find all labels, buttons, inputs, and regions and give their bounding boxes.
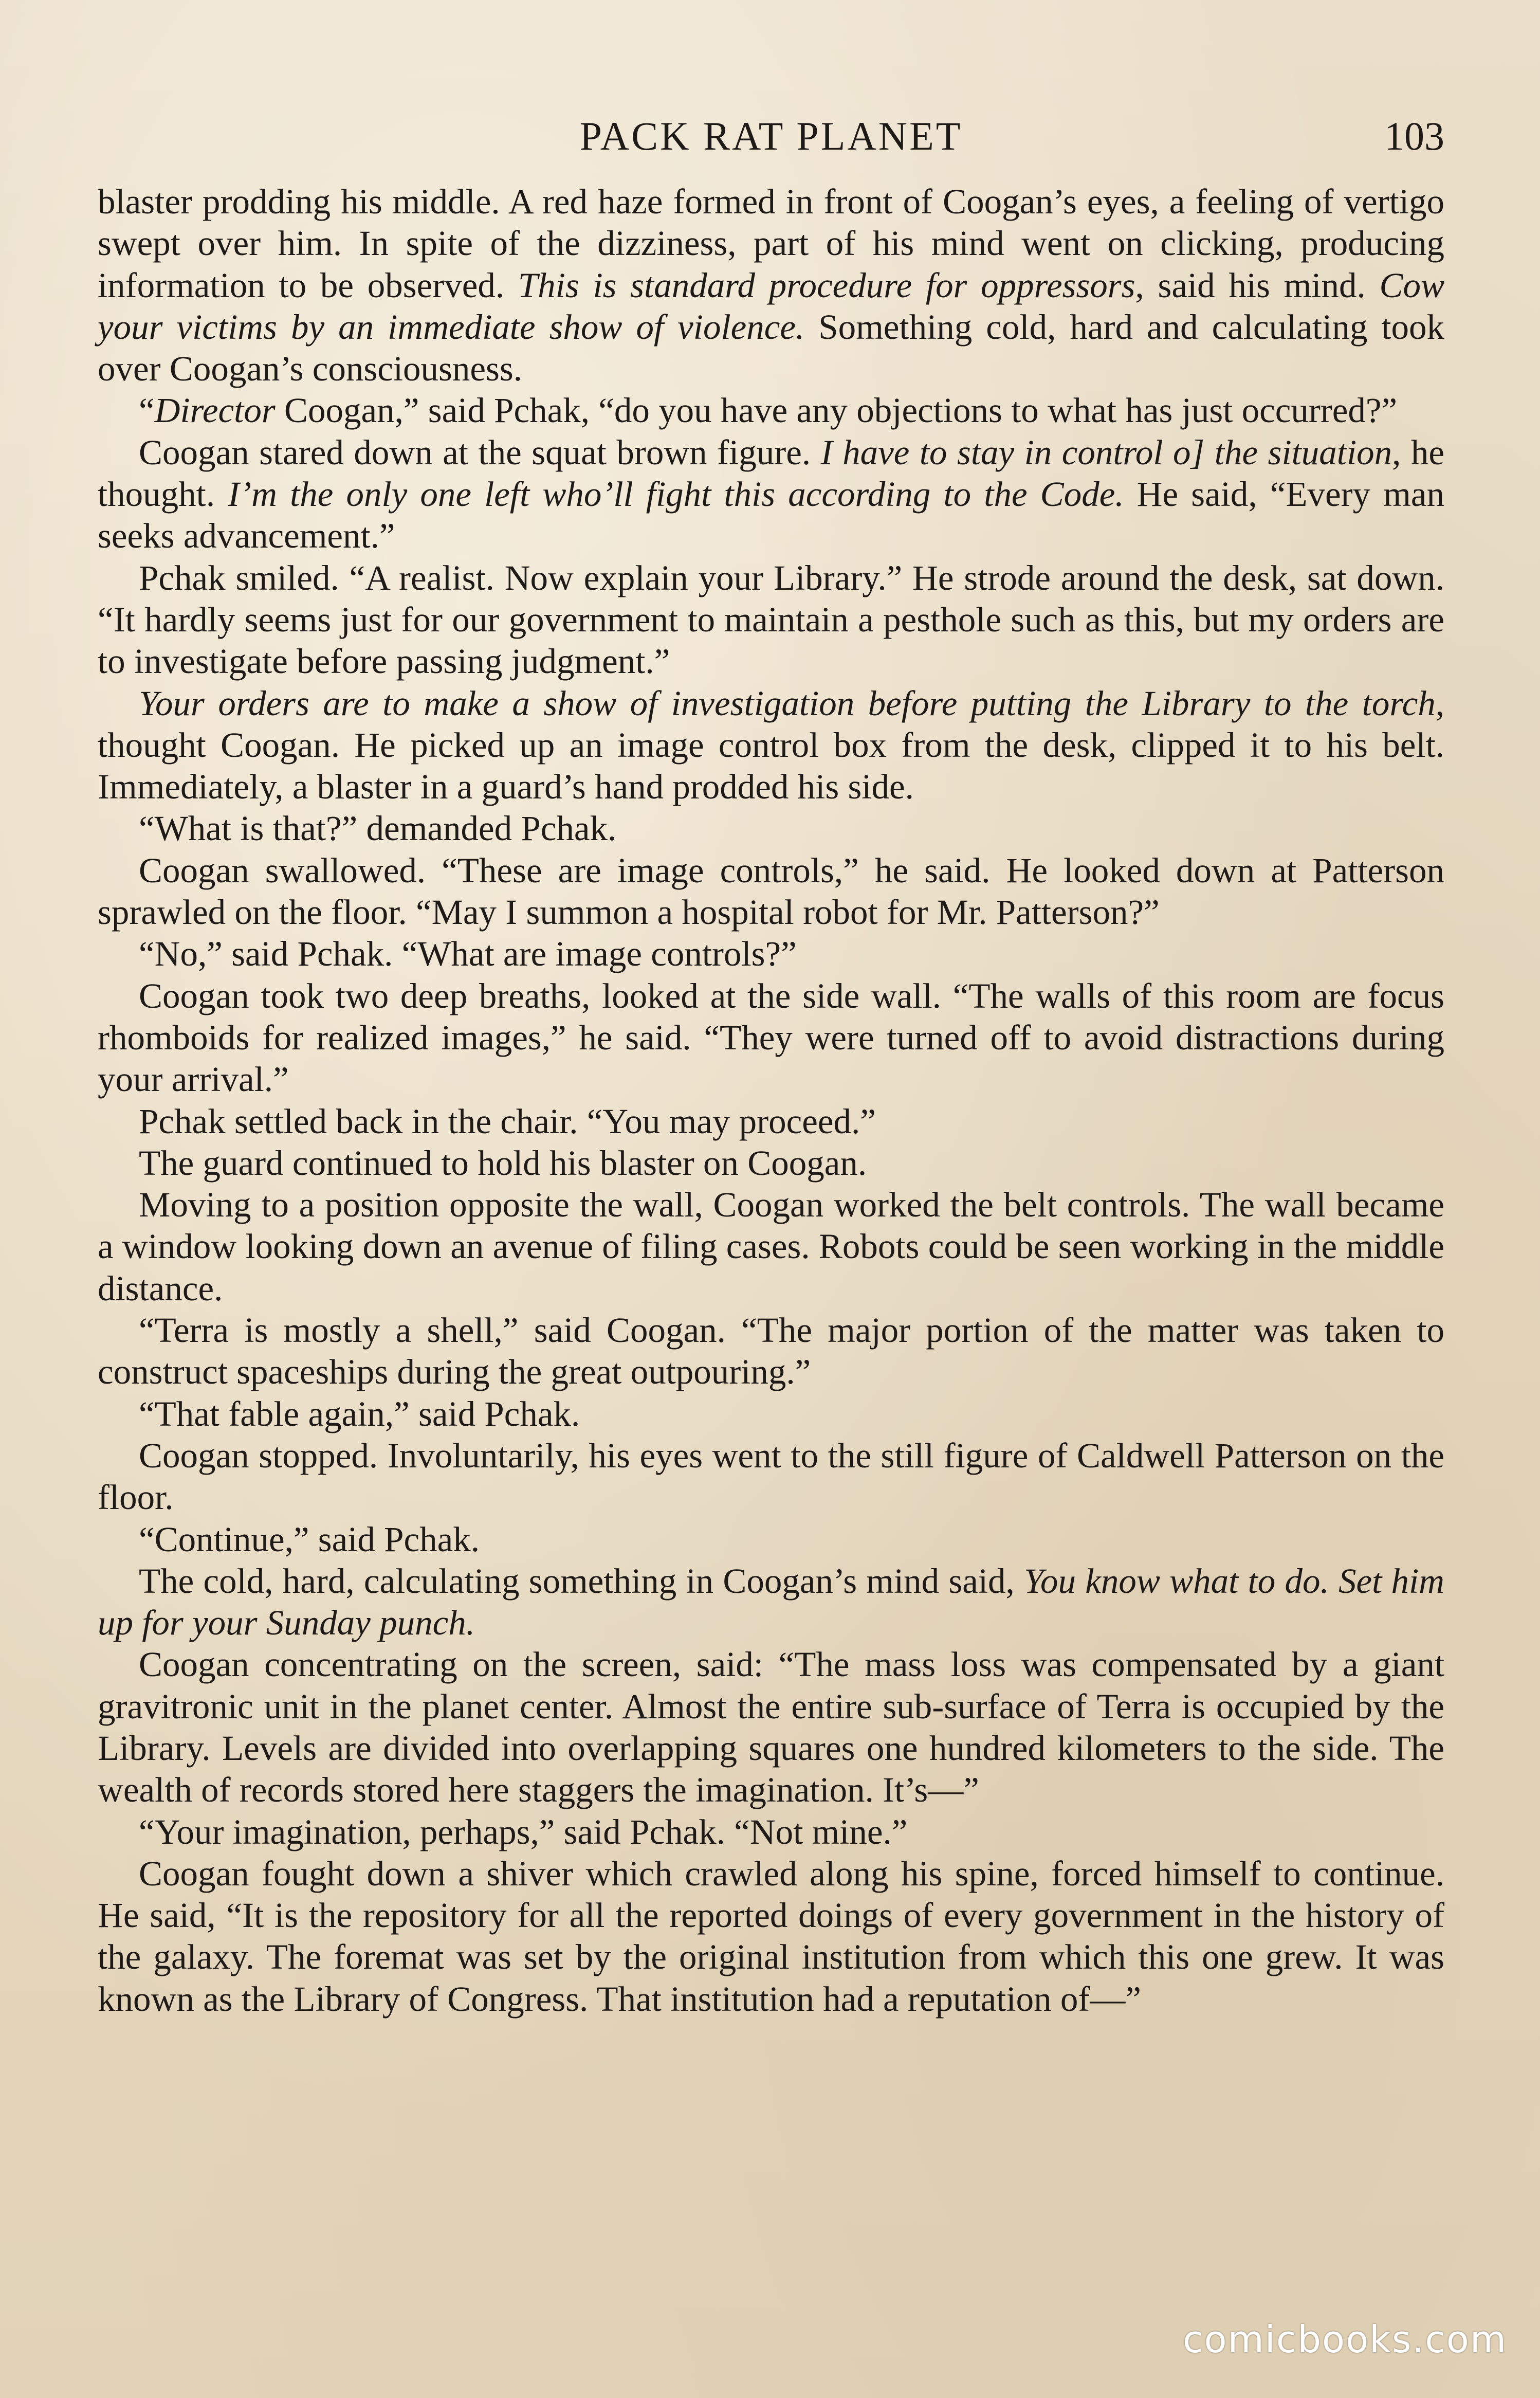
text-run: Coogan fought down a shiver which crawled along his spine, forced himself to continue. He said, “It is the repository for all the reported doings of every government in the history of the galaxy. The foremat was set by the original institution from which this one grew. It was known as the Library of Congress. That institution had a reputation of—” [98,1854,1444,2019]
text-run: “Your imagination, perhaps,” said Pchak. “Not mine.” [139,1812,908,1851]
paragraph [98,181,1444,390]
paragraph [98,1435,1444,1519]
italic-text: Cow your victims by an immediate show of violence. [98,265,1444,347]
italic-text: You know what to do. Set him up for your Sunday punch. [98,1561,1444,1643]
text-run: , he thought. [98,432,1444,514]
text-run: The guard continued to hold his blaster on Coogan. [139,1143,867,1183]
text-run: Coogan stared down at the squat brown figure. [139,432,821,472]
paragraph [98,1184,1444,1310]
text-run: “What is that?” demanded Pchak. [139,809,617,848]
paragraph [98,683,1444,808]
paragraph [98,850,1444,934]
text-run: “Terra is mostly a shell,” said Coogan. “The major portion of the matter was taken to construct spaceships during the great outpouring.” [98,1311,1444,1392]
body-text [98,181,1444,2020]
text-run: , thought Coogan. He picked up an image control box from the desk, clipped it to his belt. Immediately, a blaster in a guard’s hand prodded his side. [98,683,1444,807]
italic-text: This is standard procedure for oppressors [518,265,1135,305]
text-run: “No,” said Pchak. “What are image controls?” [139,934,797,974]
paragraph [98,1853,1444,2020]
paragraph [98,1393,1444,1435]
italic-text: I’m the only one left who’ll fight this according to the Code. [228,475,1124,514]
paragraph [98,1101,1444,1142]
running-head [98,108,1444,165]
italic-text: I have to stay in control o] the situation [820,432,1392,472]
paragraph [98,432,1444,557]
text-run: Something cold, hard and calculating took over Coogan’s consciousness. [98,307,1445,389]
italic-text: Director [154,391,276,430]
text-run: Moving to a position opposite the wall, Coogan worked the belt controls. The wall became a window looking down an avenue of filing cases. Robots could be seen working in the middle distance. [98,1185,1444,1308]
text-run: “That fable again,” said Pchak. [139,1394,580,1433]
running-title: PACK RAT PLANET [579,114,963,158]
text-run: Coogan took two deep breaths, looked at the side wall. “The walls of this room are focus rhomboids for realized images,” he said. “They were turned off to avoid distractions during your arrival.” [98,976,1444,1099]
paragraph [98,1644,1444,1811]
text-run: , said his mind. [1135,265,1380,305]
paragraph [98,1310,1444,1393]
paragraph [98,1811,1444,1853]
paragraph [98,1142,1444,1184]
paragraph [98,390,1444,431]
text-run: blaster prodding his middle. A red haze formed in front of Coogan’s eyes, a feeling of vertigo swept over him. In spite of the dizziness, part of his mind went on clicking, producing information to be observed. [98,182,1444,305]
text-run: Coogan concentrating on the screen, said: “The mass loss was compensated by a giant gravitronic unit in the planet center. Almost the entire sub-surface of Terra is occupied by the Library. Levels are divided into overlapping squares one hundred kilometers to the side. The wealth of records stored here staggers the imagination. It’s—” [98,1645,1444,1810]
paragraph [98,808,1444,849]
paragraph [98,1560,1444,1644]
paragraph [98,975,1444,1101]
text-run: Coogan swallowed. “These are image controls,” he said. He looked down at Patterson sprawled on the floor. “May I summon a hospital robot for Mr. Patterson?” [98,850,1444,932]
italic-text: Your orders are to make a show of investigation before putting the Library to the torch [139,683,1436,723]
text-run: He said, “Every man seeks advancement.” [98,475,1445,556]
watermark: comicbooks.com [1182,2318,1507,2361]
paragraph [98,557,1444,683]
paragraph [98,933,1444,975]
text-run: The cold, hard, calculating something in Coogan’s mind said, [139,1561,1024,1601]
paragraph [98,1519,1444,1560]
text-run: “ [139,391,155,430]
text-run: “Continue,” said Pchak. [139,1519,480,1559]
text-run: Pchak settled back in the chair. “You may proceed.” [139,1101,876,1141]
text-run: Coogan stopped. Involuntarily, his eyes went to the still figure of Caldwell Patterson on the floor. [98,1436,1444,1517]
text-run: Coogan,” said Pchak, “do you have any objections to what has just occurred?” [275,391,1398,430]
text-run: Pchak smiled. “A realist. Now explain your Library.” He strode around the desk, sat down. “It hardly seems just for our government to maintain a pesthole such as this, but my orders are to investigate before passing judgment.” [98,558,1444,681]
page-number: 103 [1384,114,1444,158]
